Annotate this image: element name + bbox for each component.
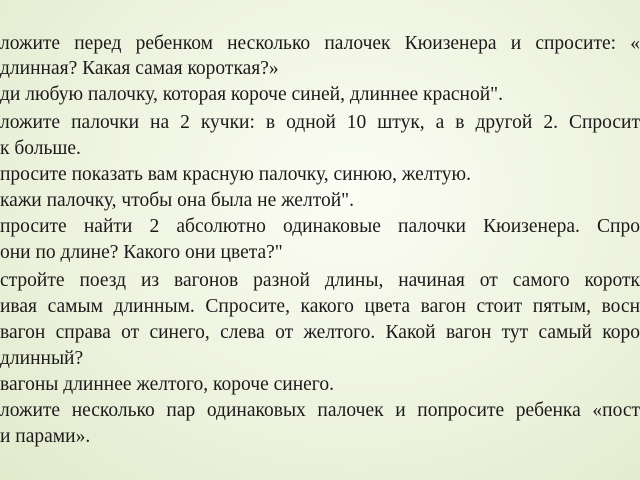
text-line-15: ложите несколько пар одинаковых палочек и попросите ребенка «пост <box>0 400 640 421</box>
text-line-11: ивая самым длинным. Спросите, какого цвета вагон стоит пятым, восн <box>0 296 640 317</box>
text-line-13: длинный? <box>0 348 84 369</box>
text-line-8: просите найти 2 абсолютно одинаковые палочки Кюизенера. Спро <box>0 216 640 237</box>
text-line-3: ди любую палочку, которая короче синей, длиннее красной". <box>0 84 504 105</box>
text-line-12: вагон справа от синего, слева от желтого. Какой вагон тут самый коро <box>0 322 640 343</box>
text-line-4: ложите палочки на 2 кучки: в одной 10 штук, а в другой 2. Спросит <box>0 112 640 133</box>
text-line-14: вагоны длиннее желтого, короче синего. <box>0 374 334 395</box>
text-line-6: просите показать вам красную палочку, синюю, желтую. <box>0 164 471 185</box>
text-line-10: стройте поезд из вагонов разной длины, начиная от самого коротк <box>0 270 640 291</box>
text-line-16: и парами». <box>0 426 91 447</box>
text-line-7: кажи палочку, чтобы она была не желтой". <box>0 190 354 211</box>
text-line-9: они по длине? Какого они цвета?" <box>0 242 283 263</box>
text-line-1: ложите перед ребенком несколько палочек Кюизенера и спросите: « <box>0 33 640 54</box>
text-line-5: к больше. <box>0 138 81 159</box>
text-line-2: длинная? Какая самая короткая?» <box>0 58 279 79</box>
